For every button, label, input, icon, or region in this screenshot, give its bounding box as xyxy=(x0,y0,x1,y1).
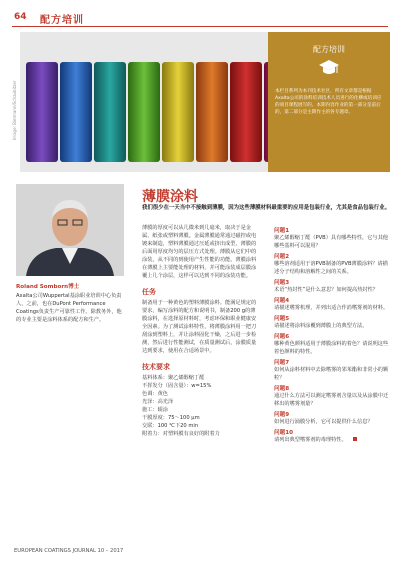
footer-journal: EUROPEAN COATINGS JOURNAL 10 – 2017 xyxy=(14,548,124,554)
intro-paragraph: 薄膜的厚度可以从几微米到几毫米，取决于是金属、纸张或塑料薄膜。金属薄膜通常通过磁控或电镀来制造，塑料薄膜通过压延或挤出成型，薄膜的后面用厚度均匀的层压方式处理。薄膜从它们中的涂装，从不同的到使用产生性能的功能。薄膜涂料在薄膜上主要能处理的材料，并可能涂装成层膜涂覆上几个涂层，这样可以达到不同的涂装功能。 xyxy=(142,225,257,279)
tech-item: 光泽：高光泽 xyxy=(142,399,174,405)
author-name: Roland Somborn博士 xyxy=(16,284,80,290)
blue-roll xyxy=(60,62,92,162)
question-label: 问题10 xyxy=(274,430,293,436)
tech-item: 基料体系：聚乙烯醇缩丁醛 xyxy=(142,375,205,381)
tech-item: 干膜厚度：75～100 μm xyxy=(142,415,200,421)
tech-item: 不挥发分（固含量）：w=15% xyxy=(142,383,212,389)
training-info-panel xyxy=(268,32,390,172)
article-left-column xyxy=(142,224,260,438)
header-rule xyxy=(12,26,388,27)
tech-item: 交联：100 ℃下20 min xyxy=(142,423,199,429)
tech-item: 色调：黄色 xyxy=(142,391,168,397)
tech-list xyxy=(142,374,260,438)
question-label: 问题6 xyxy=(274,334,290,340)
orange-roll xyxy=(196,62,228,162)
question-label: 问题7 xyxy=(274,360,290,366)
author-bio: Axalta公司Wuppertal基涂职业培训中心负责人，之前，也在DuPont Performance Coatings负责生产可靠性工作。除教务外，他的专业主要是涂料体系的配方和生产。 xyxy=(16,293,122,323)
question-text: 哪种黄色颜料适用于薄膜涂料的着色？请说明这些着色颜料的特性。 xyxy=(274,341,389,355)
question-text: 术语“热封性”是什么意思？如何提高热封性？ xyxy=(274,287,378,293)
question-text: 如何从涂料材料中去除嗜雾的邻苯酯和非常小的颗粒？ xyxy=(274,367,389,381)
section-title: 配方培训 xyxy=(40,15,84,26)
question-label: 问题1 xyxy=(274,228,290,234)
red-roll xyxy=(230,62,262,162)
tech-item: 附着力：对塑料膜有良好的附着力 xyxy=(142,431,220,437)
question-label: 问题2 xyxy=(274,254,290,260)
question-text: 请描述将涂料涂覆到薄膜上的典型方法。 xyxy=(274,323,368,329)
article-lead: 我们很少在一天当中不接触到薄膜，因为这些薄膜材料最重要的应用是包装行业，尤其是食品包装行业。 xyxy=(142,205,390,211)
page-number: 64 xyxy=(14,12,27,22)
question-label: 问题9 xyxy=(274,412,290,418)
graduation-cap-icon xyxy=(318,59,340,77)
question-text: 如何进行涌膜分析，它可以提供什么信息？ xyxy=(274,419,373,425)
question-text-content: 请列出典型嗜雾剂的毒理特性。 xyxy=(274,437,347,443)
questions-column xyxy=(274,224,392,444)
tech-heading: 技术要求 xyxy=(142,363,170,371)
yellow-roll xyxy=(162,62,194,162)
author-portrait xyxy=(16,184,124,276)
question-label: 问题8 xyxy=(274,386,290,392)
question-label: 问题3 xyxy=(274,280,290,286)
panel-text: 本栏目系列为本刊技术社区，所有文章都是根据Axalta公司的涂料培训技术人员进行的化柳或培训应的项目课程展写的。本期内容作业的第一部分是前后的，第二部分是主期作主的各专题章。 xyxy=(275,89,382,115)
end-mark-icon xyxy=(353,437,357,441)
question-text: 聚乙烯醇缩丁醛（PVB）具有哪些特性，它与其他哪些基料可以混用？ xyxy=(274,235,388,249)
question-label: 问题4 xyxy=(274,298,290,304)
question-text: 哪些溶剂适用于溶PVB制备的PVB薄膜涂料？请描述分子结构和溶解性之间的关系。 xyxy=(274,261,388,275)
question-label: 问题5 xyxy=(274,316,290,322)
tech-item: 施工：辊涂 xyxy=(142,407,168,413)
purple-roll xyxy=(26,62,58,162)
panel-title: 配方培训 xyxy=(313,45,345,54)
green-roll xyxy=(128,62,160,162)
question-text xyxy=(274,436,392,444)
task-heading: 任务 xyxy=(142,288,156,296)
photo-credit: Image: Biermann/Schaubitzer xyxy=(12,80,17,140)
teal-roll xyxy=(94,62,126,162)
question-text: 请描述嗜雾机理，并列出适合作消嗜雾剂的材料。 xyxy=(274,305,389,311)
task-paragraph: 制备用于一种黄色的塑料薄膜涂料。能满足规定的要求，编写涂料的配方和说明书，制备200 g的薄膜涂料，在选择原材料时，考虑环保和职业健康安全因素。为了测试涂料特性，将薄膜涂料用一把刀刮涂到塑料上，并让涂料固化干燥，之后进一步检测，然后进行性能测试，在质量测试后，涂膜质量达到要求，使用在合适场景中。 xyxy=(142,300,257,354)
article-title: 薄膜涂料 xyxy=(142,189,198,205)
question-text: 通过什么方法可以测定嗜雾剂含量以及从涂膜中迁移出的嗜雾剂量？ xyxy=(274,393,389,407)
